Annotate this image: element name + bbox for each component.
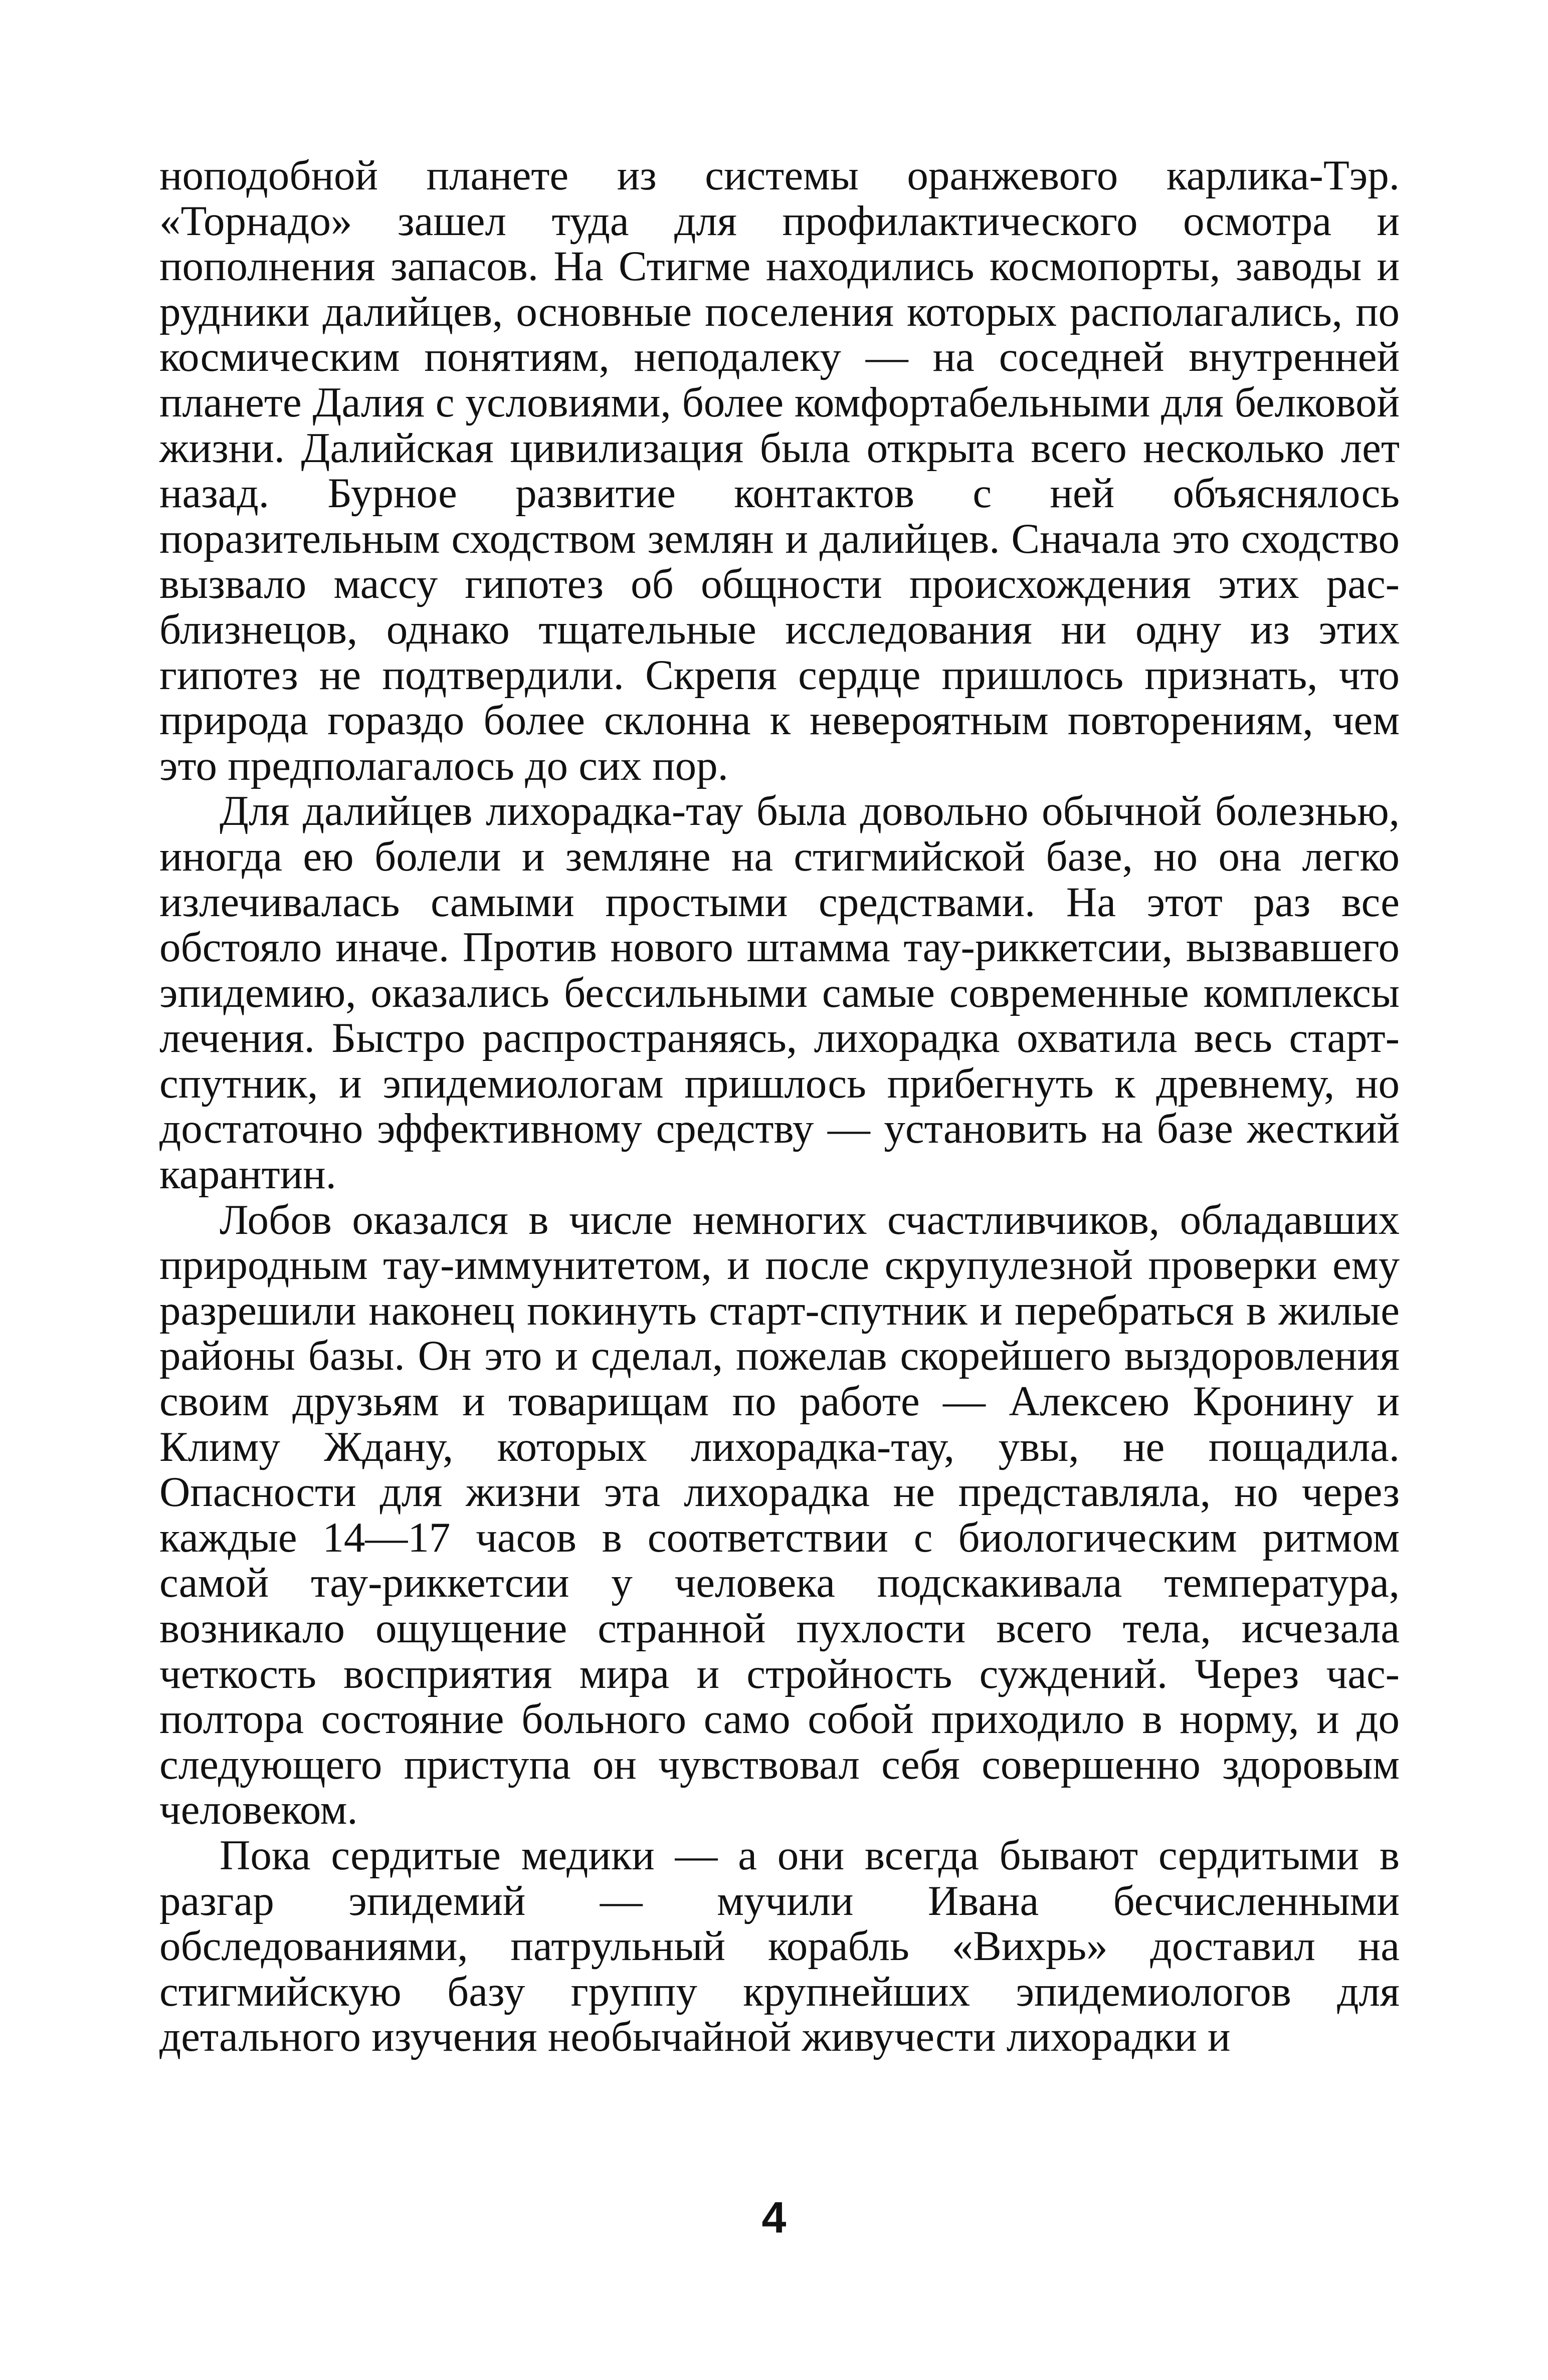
page-number: 4 [761, 2193, 787, 2242]
paragraph-4: Пока сердитые медики — а они всегда бывают сердитыми в разгар эпидемий — мучили Ивана бесчисленными обследованиями, патрульный корабль «Вихрь» доставил на стигмийскую базу группу крупнейших эпидемиологов для детального изучения необычайной живучести лихорадки и [159, 1831, 1400, 2061]
paragraph-1: ноподобной планете из системы оранжевого карлика-Тэр. «Торнадо» зашел туда для профилактического осмотра и пополнения запасов. На Стигме находились космопорты, заводы и рудники далийцев, основные поселения которых располагались, по космическим понятиям, неподалеку — на соседней внутренней планете Далия с условиями, более комфортабельными для белковой жизни. Далийская цивилизация была открыта всего несколько лет назад. Бурное развитие контактов с ней объяснялось поразительным сходством землян и далийцев. Сначала это сходство вызвало массу гипотез об общности происхождения этих рас-близнецов, однако тщательные исследования ни одну из этих гипотез не подтвердили. Скрепя сердце пришлось признать, что природа гораздо более склонна к невероятным повторениям, чем это предполагалось до сих пор. [159, 152, 1400, 789]
paragraph-2: Для далийцев лихорадка-тау была довольно обычной болезнью, иногда ею болели и земляне на стигмийской базе, но она легко излечивалась самыми простыми средствами. На этот раз все обстояло иначе. Против нового штамма тау-риккетсии, вызвавшего эпидемию, оказались бессильными самые современные комплексы лечения. Быстро распространяясь, лихорадка охватила весь старт-спутник, и эпидемиологам пришлось прибегнуть к древнему, но достаточно эффективному средству — установить на базе жесткий карантин. [159, 787, 1400, 1198]
paragraph-3: Лобов оказался в числе немногих счастливчиков, обладавших природным тау-иммунитетом, и после скрупулезной проверки ему разрешили наконец покинуть старт-спутник и перебраться в жилые районы базы. Он это и сделал, пожелав скорейшего выздоровления своим друзьям и товарищам по работе — Алексею Кронину и Климу Ждану, которых лихорадка-тау, увы, не пощадила. Опасности для жизни эта лихорадка не представляла, но через каждые 14—17 часов в соответствии с биологическим ритмом самой тау-риккетсии у человека подскакивала температура, возникало ощущение странной пухлости всего тела, исчезала четкость восприятия мира и стройность суждений. Через час-полтора состояние больного само собой приходило в норму, и до следующего приступа он чувствовал себя совершенно здоровым человеком. [159, 1196, 1400, 1834]
body-text [159, 153, 1400, 2060]
